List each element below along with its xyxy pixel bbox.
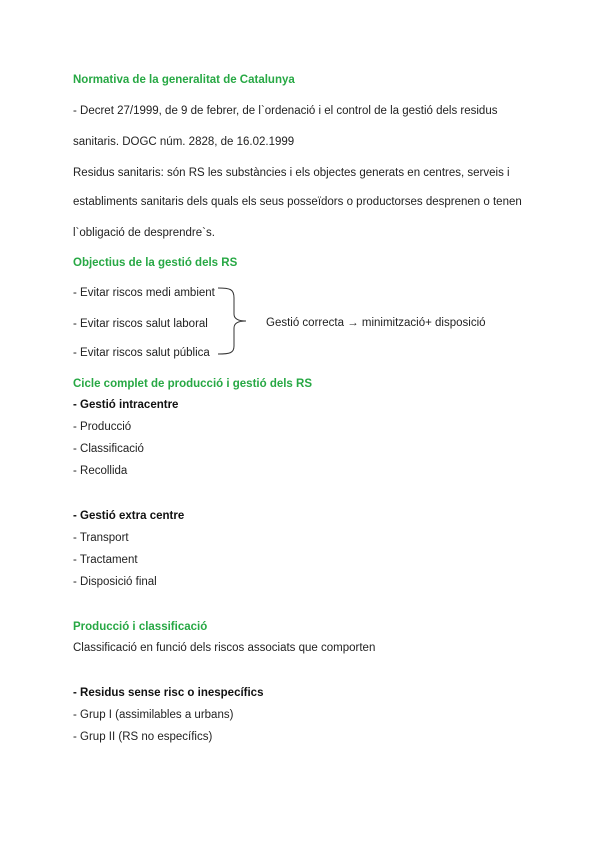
subheading-intracentre: - Gestió intracentre <box>73 399 179 411</box>
paragraph-line: establiments sanitaris dels quals els seus posseïdors o productorses desprenen o tenen <box>73 196 522 208</box>
list-item: - Disposició final <box>73 576 157 588</box>
list-item: - Recollida <box>73 465 128 477</box>
list-item: - Evitar riscos medi ambient <box>73 287 215 299</box>
paragraph-line: Residus sanitaris: són RS les substàncies i els objectes generats en centres, serveis i <box>73 167 510 179</box>
paragraph-line: - Decret 27/1999, de 9 de febrer, de l`ordenació i el control de la gestió dels residus <box>73 105 498 117</box>
paragraph-line: Classificació en funció dels riscos associats que comporten <box>73 642 376 654</box>
list-item: - Producció <box>73 421 132 433</box>
list-item: - Evitar riscos salut pública <box>73 347 210 359</box>
list-item: - Evitar riscos salut laboral <box>73 318 208 330</box>
subheading-extracentre: - Gestió extra centre <box>73 510 185 522</box>
gestio-correcta-result: Gestió correcta → minimització+ disposició <box>266 317 486 329</box>
paragraph-line: l`obligació de desprendre`s. <box>73 227 215 239</box>
list-item: - Tractament <box>73 554 138 566</box>
subheading-sense-risc: - Residus sense risc o inespecífics <box>73 687 264 699</box>
list-item: - Classificació <box>73 443 144 455</box>
heading-objectius: Objectius de la gestió dels RS <box>73 257 238 269</box>
paragraph-line: sanitaris. DOGC núm. 2828, de 16.02.1999 <box>73 136 295 148</box>
curly-brace-icon <box>216 286 250 356</box>
heading-cicle: Cicle complet de producció i gestió dels RS <box>73 378 312 390</box>
list-item: - Grup I (assimilables a urbans) <box>73 709 234 721</box>
heading-normativa: Normativa de la generalitat de Catalunya <box>73 74 295 86</box>
heading-produccio: Producció i classificació <box>73 621 208 633</box>
list-item: - Grup II (RS no específics) <box>73 731 213 743</box>
list-item: - Transport <box>73 532 129 544</box>
